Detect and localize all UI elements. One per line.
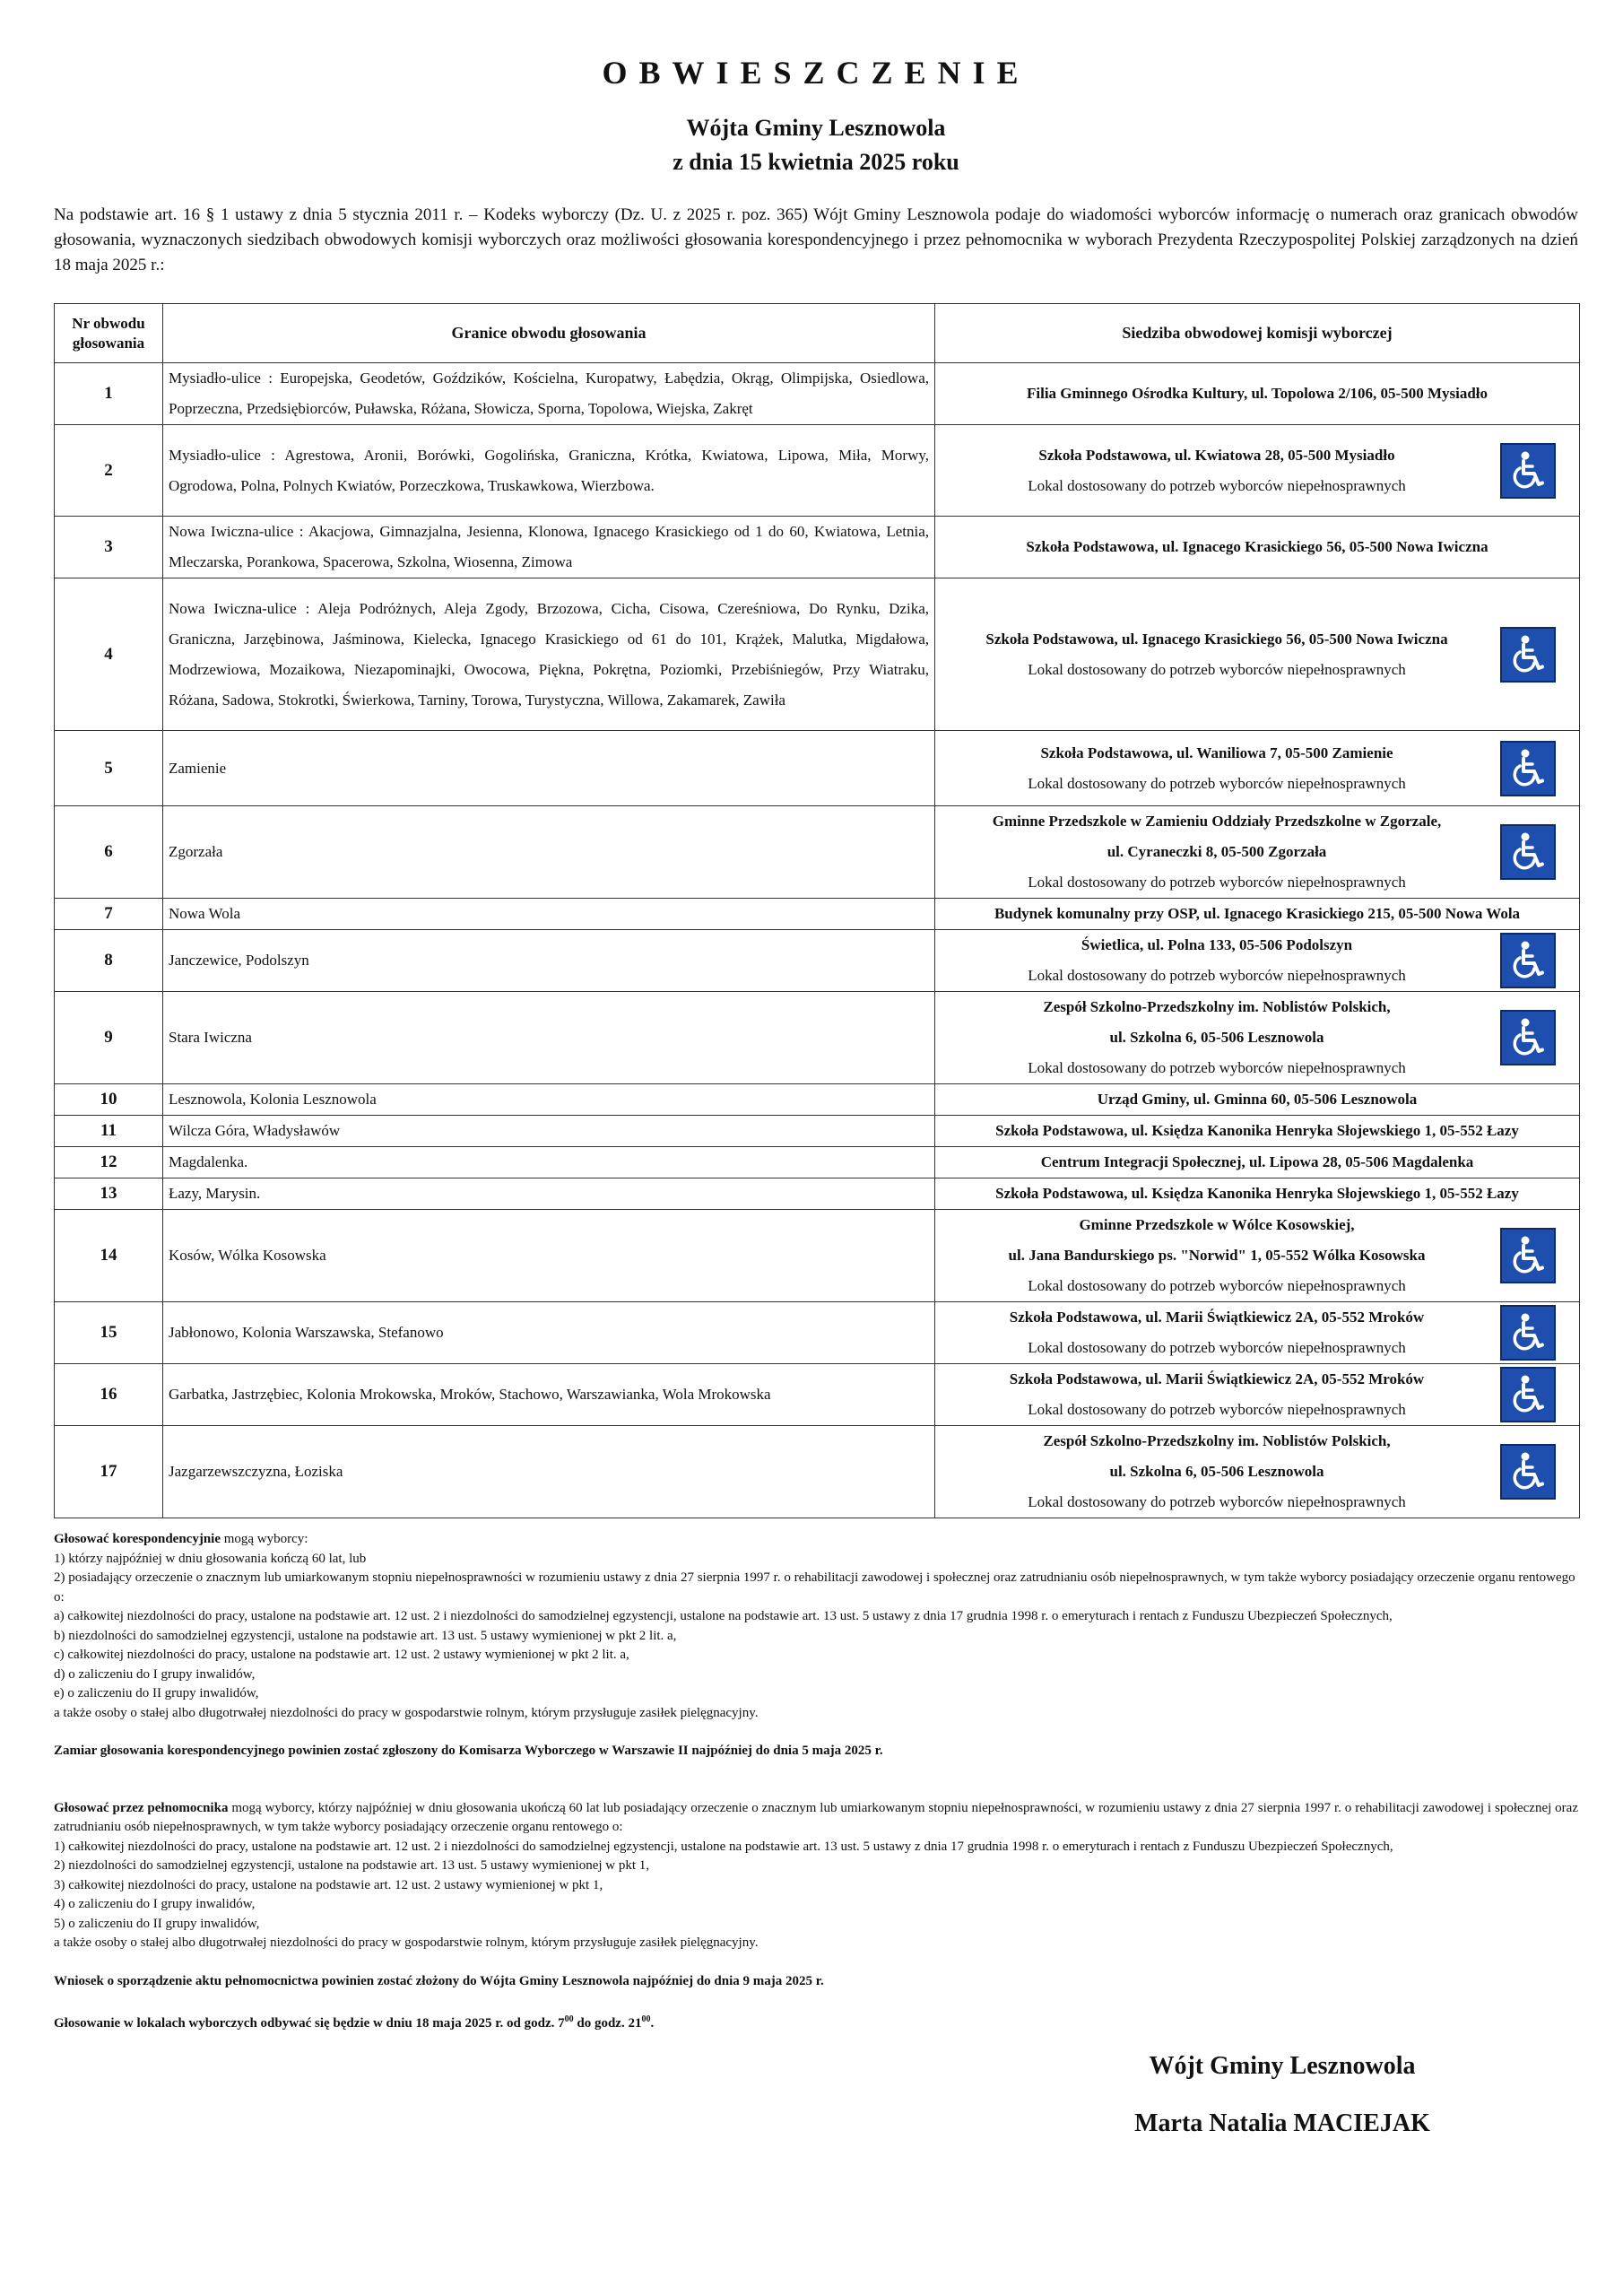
commission-seat-line: Szkoła Podstawowa, ul. Księdza Kanonika Henryka Słojewskiego 1, 05-552 Łazy	[995, 1122, 1519, 1139]
header-district-number: Nr obwodu głosowania	[55, 304, 163, 363]
commission-seat-line: Centrum Integracji Społecznej, ul. Lipowa 28, 05-506 Magdalenka	[1040, 1153, 1474, 1170]
wheelchair-icon	[1500, 627, 1556, 683]
commission-seat-line: Szkoła Podstawowa, ul. Kwiatowa 28, 05-500 Mysiadło	[1038, 446, 1395, 464]
commission-seat-line: Szkoła Podstawowa, ul. Marii Świątkiewicz 2A, 05-552 Mroków	[1009, 1309, 1425, 1326]
table-row	[55, 930, 1580, 992]
commission-seat-line: Urząd Gminy, ul. Gminna 60, 05-506 Lesznowola	[1097, 1091, 1418, 1108]
wheelchair-icon	[1500, 824, 1556, 880]
district-boundaries: Zamienie	[163, 731, 935, 806]
district-number: 11	[55, 1116, 163, 1147]
district-number: 1	[55, 363, 163, 425]
accessibility-note: Lokal dostosowany do potrzeb wyborców niepełnosprawnych	[1028, 476, 1406, 494]
commission-seat-line: Szkoła Podstawowa, ul. Ignacego Krasickiego 56, 05-500 Nowa Iwiczna	[985, 630, 1448, 648]
accessibility-note: Lokal dostosowany do potrzeb wyborców niepełnosprawnych	[1028, 1339, 1406, 1356]
district-number: 17	[55, 1426, 163, 1518]
commission-seat	[935, 1178, 1580, 1210]
header-commission-seat: Siedziba obwodowej komisji wyborczej	[935, 304, 1580, 363]
document-subtitle-date: z dnia 15 kwietnia 2025 roku	[673, 149, 959, 175]
wheelchair-icon	[1500, 1228, 1556, 1283]
table-row	[55, 578, 1580, 731]
proxy-condition-line: 4) o zaliczeniu do I grupy inwalidów,	[54, 1897, 256, 1911]
table-row	[55, 1116, 1580, 1147]
voting-districts-table	[54, 303, 1580, 1518]
commission-seat	[935, 1084, 1580, 1116]
accessibility-note: Lokal dostosowany do potrzeb wyborców niepełnosprawnych	[1028, 1493, 1406, 1510]
district-boundaries: Wilcza Góra, Władysławów	[163, 1116, 935, 1147]
table-row	[55, 806, 1580, 899]
commission-seat	[935, 992, 1580, 1084]
district-number: 16	[55, 1364, 163, 1426]
district-number: 15	[55, 1302, 163, 1364]
commission-seat-line: Zespół Szkolno-Przedszkolny im. Noblistów Polskich,	[1043, 1432, 1391, 1449]
commission-seat	[935, 1210, 1580, 1302]
commission-seat	[935, 930, 1580, 992]
district-boundaries: Jazgarzewszczyzna, Łoziska	[163, 1426, 935, 1518]
table-row	[55, 1084, 1580, 1116]
district-boundaries: Stara Iwiczna	[163, 992, 935, 1084]
district-number: 5	[55, 731, 163, 806]
proxy-voting-conditions	[54, 1838, 1578, 1953]
commission-seat	[935, 363, 1580, 425]
table-row	[55, 899, 1580, 930]
district-boundaries: Nowa Wola	[163, 899, 935, 930]
accessibility-note: Lokal dostosowany do potrzeb wyborców niepełnosprawnych	[1028, 967, 1406, 984]
accessibility-note: Lokal dostosowany do potrzeb wyborców niepełnosprawnych	[1028, 1277, 1406, 1294]
proxy-condition-line: 3) całkowitej niezdolności do pracy, ustalone na podstawie art. 12 ust. 2 ustawy wymienionej w pkt 1,	[54, 1877, 603, 1892]
table-row	[55, 1178, 1580, 1210]
district-number: 4	[55, 578, 163, 731]
commission-seat	[935, 1364, 1580, 1426]
correspondence-voting-lead: Głosować korespondencyjnie mogą wyborcy:	[54, 1532, 308, 1546]
accessibility-note: Lokal dostosowany do potrzeb wyborców niepełnosprawnych	[1028, 874, 1406, 891]
commission-seat-line: Świetlica, ul. Polna 133, 05-506 Podolszyn	[1081, 936, 1353, 953]
proxy-voting-lead: Głosować przez pełnomocnika mogą wyborcy, którzy najpóźniej w dniu głosowania ukończą 60 lat lub posiadający orzeczenie o znacznym lub umiarkowanym stopniu niepełnosprawności, w rozumieniu ustawy z dnia 27 sierpnia 1997 r. o rehabilitacji zawodowej i społecznej oraz zatrudnianiu osób niepełnosprawnych, w tym także wyborcy posiadający orzeczenie organu rentowego o:	[54, 1800, 1578, 1834]
commission-seat-line: ul. Cyraneczki 8, 05-500 Zgorzała	[1107, 843, 1327, 860]
wheelchair-icon	[1500, 1305, 1556, 1361]
commission-seat-line: Zespół Szkolno-Przedszkolny im. Noblistów Polskich,	[1043, 998, 1391, 1015]
commission-seat-line: Szkoła Podstawowa, ul. Waniliowa 7, 05-500 Zamienie	[1040, 744, 1393, 761]
correspondence-condition-line: a także osoby o stałej albo długotrwałej niezdolności do pracy w gospodarstwie rolnym, którym przysługuje zasiłek pielęgnacyjny.	[54, 1705, 759, 1720]
notes-section	[54, 1530, 1578, 2034]
wheelchair-icon	[1500, 933, 1556, 988]
district-boundaries: Zgorzała	[163, 806, 935, 899]
district-boundaries: Kosów, Wólka Kosowska	[163, 1210, 935, 1302]
signature-title: Wójt Gminy Lesznowola	[1149, 2052, 1416, 2080]
district-boundaries: Nowa Iwiczna-ulice : Aleja Podróżnych, Aleja Zgody, Brzozowa, Cicha, Cisowa, Czereśniowa, Do Rynku, Dzika, Graniczna, Jarzębinowa, Jaśminowa, Kielecka, Ignacego Krasickiego od 61 do 101, Krążek, Malutka, Migdałowa, Modrzewiowa, Mozaikowa, Niezapominajki, Owocowa, Piękna, Pokrętna, Poziomki, Przebiśniegów, Przy Wiatraku, Różana, Sadowa, Stokrotki, Świerkowa, Tarniny, Torowa, Turystyczna, Willowa, Zakamarek, Zawiła	[163, 578, 935, 731]
accessibility-note: Lokal dostosowany do potrzeb wyborców niepełnosprawnych	[1028, 1059, 1406, 1076]
correspondence-condition-line: a) całkowitej niezdolności do pracy, ustalone na podstawie art. 12 ust. 2 i niezdolności do samodzielnej egzystencji, ustalone na podstawie art. 13 ust. 5 ustawy z dnia 17 grudnia 1998 r. o emeryturach i rentach z Funduszu Ubezpieczeń Społecznych,	[54, 1609, 1393, 1623]
correspondence-condition-line: 2) posiadający orzeczenie o znacznym lub umiarkowanym stopniu niepełnosprawności w rozumieniu ustawy z dnia 27 sierpnia 1997 r. o rehabilitacji zawodowej i społecznej oraz zatrudnianiu osób niepełnosprawnych, w tym także wyborcy posiadający orzeczenie organu rentowego o:	[54, 1570, 1575, 1605]
table-row	[55, 1426, 1580, 1518]
table-row	[55, 1210, 1580, 1302]
polling-hours: Głosowanie w lokalach wyborczych odbywać się będzie w dniu 18 maja 2025 r. od godz. $7^{00}$ do godz. $21^{00}$.	[54, 2014, 655, 2031]
table-row	[55, 425, 1580, 517]
district-number: 2	[55, 425, 163, 517]
district-boundaries: Jabłonowo, Kolonia Warszawska, Stefanowo	[163, 1302, 935, 1364]
commission-seat	[935, 1426, 1580, 1518]
proxy-condition-line: 5) o zaliczeniu do II grupy inwalidów,	[54, 1916, 260, 1931]
header-district-boundaries: Granice obwodu głosowania	[163, 304, 935, 363]
proxy-condition-line: a także osoby o stałej albo długotrwałej niezdolności do pracy w gospodarstwie rolnym, którym przysługuje zasiłek pielęgnacyjny.	[54, 1935, 759, 1950]
district-boundaries: Magdalenka.	[163, 1147, 935, 1178]
district-boundaries: Łazy, Marysin.	[163, 1178, 935, 1210]
signature-name: Marta Natalia MACIEJAK	[1134, 2109, 1430, 2137]
proxy-condition-line: 2) niezdolności do samodzielnej egzystencji, ustalone na podstawie art. 13 ust. 5 ustawy wymienionej w pkt 1,	[54, 1858, 650, 1873]
commission-seat	[935, 899, 1580, 930]
table-body	[55, 363, 1580, 1518]
district-number: 13	[55, 1178, 163, 1210]
accessibility-note: Lokal dostosowany do potrzeb wyborców niepełnosprawnych	[1028, 774, 1406, 792]
correspondence-condition-line: c) całkowitej niezdolności do pracy, ustalone na podstawie art. 12 ust. 2 ustawy wymienionej w pkt 2 lit. a,	[54, 1648, 629, 1662]
wheelchair-icon	[1500, 1444, 1556, 1500]
district-number: 3	[55, 517, 163, 578]
commission-seat	[935, 578, 1580, 731]
district-boundaries: Mysiadło-ulice : Europejska, Geodetów, Goździków, Kościelna, Kuropatwy, Łabędzia, Okrąg, Olimpijska, Osiedlowa, Poprzeczna, Przedsiębiorców, Puławska, Różana, Słowicza, Sporna, Topolowa, Wiejska, Zakręt	[163, 363, 935, 425]
commission-seat-line: Gminne Przedszkole w Zamieniu Oddziały Przedszkolne w Zgorzale,	[992, 813, 1442, 830]
district-boundaries: Mysiadło-ulice : Agrestowa, Aronii, Borówki, Gogolińska, Graniczna, Krótka, Kwiatowa, Lipowa, Miła, Morwy, Ogrodowa, Polna, Polnych Kwiatów, Porzeczkowa, Truskawkowa, Wierzbowa.	[163, 425, 935, 517]
table-row	[55, 731, 1580, 806]
correspondence-voting-deadline: Zamiar głosowania korespondencyjnego powinien zostać zgłoszony do Komisarza Wyborczego w Warszawie II najpóźniej do dnia 5 maja 2025 r.	[54, 1744, 883, 1758]
accessibility-note: Lokal dostosowany do potrzeb wyborców niepełnosprawnych	[1028, 660, 1406, 678]
correspondence-voting-conditions	[54, 1550, 1578, 1724]
correspondence-condition-line: b) niezdolności do samodzielnej egzystencji, ustalone na podstawie art. 13 ust. 5 ustawy wymienionej w pkt 2 lit. a,	[54, 1628, 677, 1643]
wheelchair-icon	[1500, 1010, 1556, 1065]
proxy-voting-deadline: Wniosek o sporządzenie aktu pełnomocnictwa powinien zostać złożony do Wójta Gminy Lesznowola najpóźniej do dnia 9 maja 2025 r.	[54, 1973, 824, 1988]
commission-seat	[935, 425, 1580, 517]
commission-seat-line: Szkoła Podstawowa, ul. Księdza Kanonika Henryka Słojewskiego 1, 05-552 Łazy	[995, 1185, 1519, 1202]
commission-seat-line: ul. Szkolna 6, 05-506 Lesznowola	[1109, 1463, 1324, 1480]
commission-seat	[935, 806, 1580, 899]
district-number: 14	[55, 1210, 163, 1302]
district-number: 6	[55, 806, 163, 899]
commission-seat	[935, 1116, 1580, 1147]
commission-seat-line: Szkoła Podstawowa, ul. Marii Świątkiewicz 2A, 05-552 Mroków	[1009, 1370, 1425, 1387]
district-boundaries: Janczewice, Podolszyn	[163, 930, 935, 992]
table-row	[55, 517, 1580, 578]
table-row	[55, 1364, 1580, 1426]
document-subtitle-issuer: Wójta Gminy Lesznowola	[686, 115, 946, 141]
intro-paragraph: Na podstawie art. 16 § 1 ustawy z dnia 5 stycznia 2011 r. – Kodeks wyborczy (Dz. U. z 2025 r. poz. 365) Wójt Gminy Lesznowola podaje do wiadomości wyborców informację o numerach oraz granicach obwodów głosowania, wyznaczonych siedzibach obwodowych komisji wyborczych oraz możliwości głosowania korespondencyjnego i przez pełnomocnika w wyborach Prezydenta Rzeczypospolitej Polskiej zarządzonych na dzień 18 maja 2025 r.:	[54, 205, 1578, 274]
district-number: 10	[55, 1084, 163, 1116]
correspondence-condition-line: 1) którzy najpóźniej w dniu głosowania kończą 60 lat, lub	[54, 1551, 367, 1566]
district-number: 7	[55, 899, 163, 930]
district-number: 12	[55, 1147, 163, 1178]
commission-seat-line: ul. Szkolna 6, 05-506 Lesznowola	[1109, 1029, 1324, 1046]
table-row	[55, 363, 1580, 425]
district-number: 9	[55, 992, 163, 1084]
commission-seat-line: Szkoła Podstawowa, ul. Ignacego Krasickiego 56, 05-500 Nowa Iwiczna	[1026, 538, 1488, 555]
commission-seat	[935, 731, 1580, 806]
accessibility-note: Lokal dostosowany do potrzeb wyborców niepełnosprawnych	[1028, 1401, 1406, 1418]
commission-seat-line: Budynek komunalny przy OSP, ul. Ignacego Krasickiego 215, 05-500 Nowa Wola	[994, 905, 1521, 922]
commission-seat-line: Gminne Przedszkole w Wólce Kosowskiej,	[1079, 1216, 1355, 1233]
document-title: OBWIESZCZENIE	[602, 55, 1030, 91]
table-row	[55, 992, 1580, 1084]
table-row	[55, 1147, 1580, 1178]
table-header-row	[55, 304, 1580, 363]
district-boundaries: Nowa Iwiczna-ulice : Akacjowa, Gimnazjalna, Jesienna, Klonowa, Ignacego Krasickiego od 1 do 60, Kwiatowa, Letnia, Mleczarska, Porankowa, Spacerowa, Szkolna, Wiosenna, Zimowa	[163, 517, 935, 578]
commission-seat-line: ul. Jana Bandurskiego ps. "Norwid" 1, 05-552 Wólka Kosowska	[1008, 1247, 1426, 1264]
correspondence-condition-line: d) o zaliczeniu do I grupy inwalidów,	[54, 1666, 256, 1682]
wheelchair-icon	[1500, 443, 1556, 499]
commission-seat	[935, 517, 1580, 578]
correspondence-condition-line: e) o zaliczeniu do II grupy inwalidów,	[54, 1686, 259, 1700]
proxy-condition-line: 1) całkowitej niezdolności do pracy, ustalone na podstawie art. 12 ust. 2 i niezdolności do samodzielnej egzystencji, ustalone na podstawie art. 13 ust. 5 ustawy z dnia 17 grudnia 1998 r. o emeryturach i rentach z Funduszu Ubezpieczeń Społecznych,	[54, 1839, 1393, 1854]
district-boundaries: Lesznowola, Kolonia Lesznowola	[163, 1084, 935, 1116]
commission-seat	[935, 1302, 1580, 1364]
table-row	[55, 1302, 1580, 1364]
wheelchair-icon	[1500, 741, 1556, 796]
wheelchair-icon	[1500, 1367, 1556, 1422]
commission-seat	[935, 1147, 1580, 1178]
commission-seat-line: Filia Gminnego Ośrodka Kultury, ul. Topolowa 2/106, 05-500 Mysiadło	[1026, 385, 1488, 402]
district-boundaries: Garbatka, Jastrzębiec, Kolonia Mrokowska, Mroków, Stachowo, Warszawianka, Wola Mrokowska	[163, 1364, 935, 1426]
district-number: 8	[55, 930, 163, 992]
